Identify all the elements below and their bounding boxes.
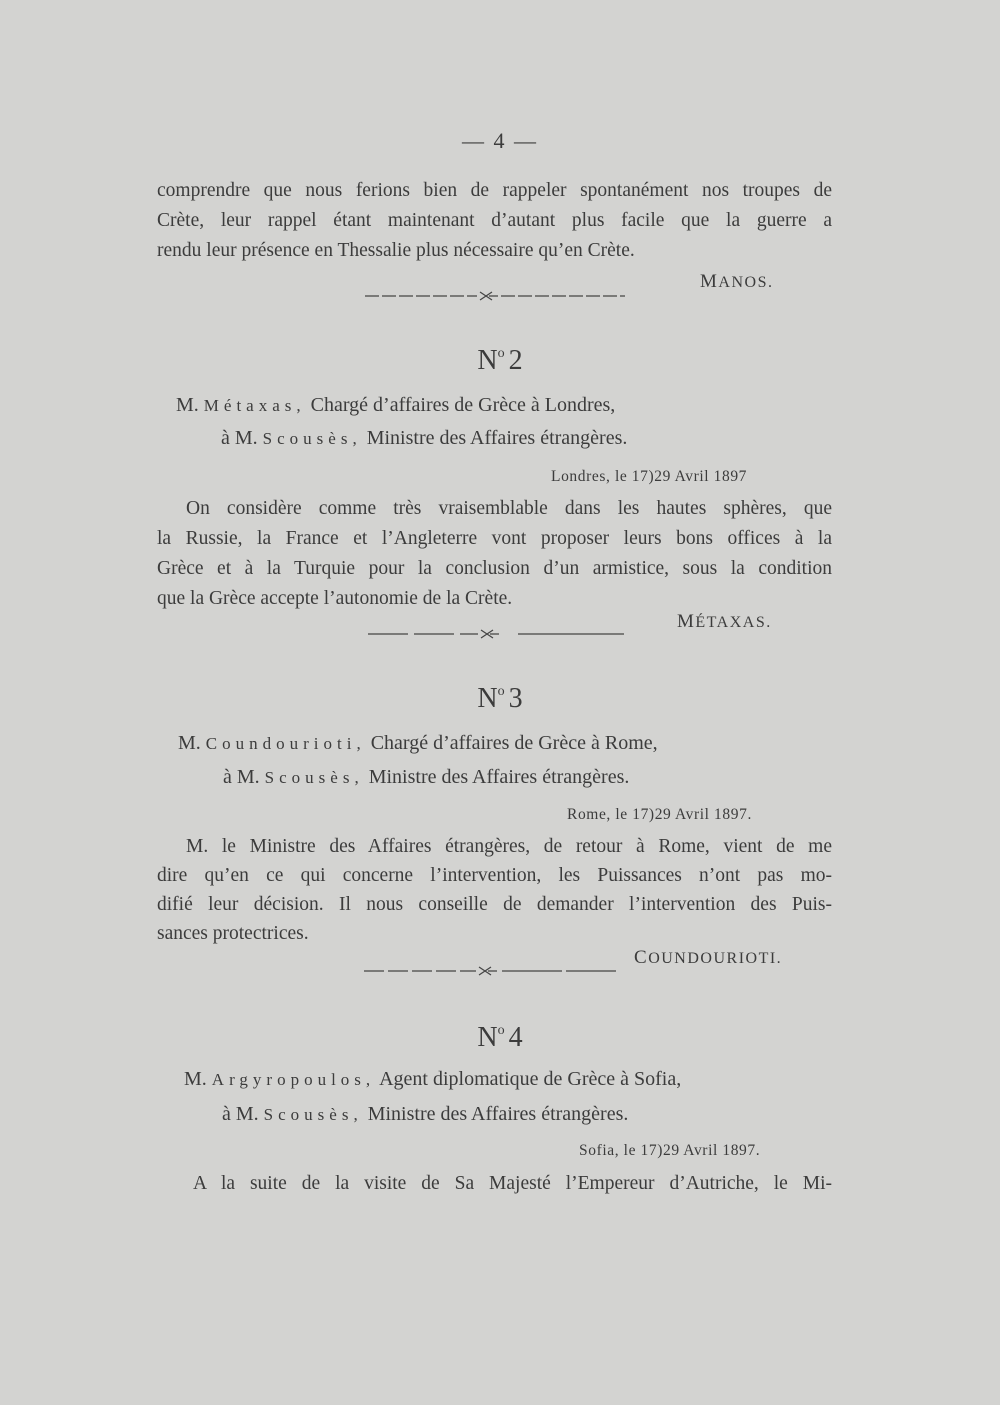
section-divider [364,964,624,978]
intro-line-2: Crète, leur rappel étant maintenant d’autant plus facile que la guerre a [157,210,832,231]
doc2-recipient: à M. Scousès, Ministre des Affaires étrangères. [221,427,628,449]
document-number-4: $N^o$ 4 [477,1022,523,1053]
doc3-recipient: à M. Scousès, Ministre des Affaires étrangères. [223,766,630,788]
doc2-sender: M. Métaxas, Chargé d’affaires de Grèce à Londres, [176,394,616,416]
page-number: — 4 — [462,128,538,153]
doc2-line-4: que la Grèce accepte l’autonomie de la Crète. [157,588,513,609]
doc2-line-3: Grèce et à la Turquie pour la conclusion d’un armistice, sous la condition [157,558,832,579]
doc3-line-2: dire qu’en ce qui concerne l’intervention, les Puissances n’ont pas mo- [157,865,832,886]
doc4-line-1: A la suite de la visite de Sa Majesté l’Empereur d’Autriche, le Mi- [193,1173,832,1194]
doc3-line-1: M. le Ministre des Affaires étrangères, de retour à Rome, vient de me [186,836,832,857]
document-number-2: $N^o$ 2 [477,345,523,376]
signature-metaxas: MÉTAXAS. [677,611,772,632]
signature-coundourioti: COUNDOURIOTI. [634,947,783,968]
doc4-recipient: à M. Scousès, Ministre des Affaires étrangères. [222,1103,629,1125]
doc2-date: Londres, le 17)29 Avril 1897 [551,468,748,485]
doc2-line-1: On considère comme très vraisemblable dans les hautes sphères, que [186,498,832,519]
doc2-line-2: la Russie, la France et l’Angleterre vont proposer leurs bons offices à la [157,528,832,549]
document-number-3: $N^o$ 3 [477,683,523,714]
intro-line-3: rendu leur présence en Thessalie plus nécessaire qu’en Crète. [157,240,635,261]
doc3-sender: M. Coundourioti, Chargé d’affaires de Grèce à Rome, [178,732,658,754]
signature-manos: MANOS. [700,271,774,292]
doc4-sender: M. Argyropoulos, Agent diplomatique de Grèce à Sofia, [184,1068,682,1090]
doc3-line-3: difié leur décision. Il nous conseille de demander l’intervention des Puis- [157,894,832,915]
section-divider [365,289,625,303]
doc3-line-4: sances protectrices. [157,923,309,944]
doc3-date: Rome, le 17)29 Avril 1897. [567,806,752,823]
intro-line-1: comprendre que nous ferions bien de rappeler spontanément nos troupes de [157,180,832,201]
section-divider [368,627,628,641]
doc4-date: Sofia, le 17)29 Avril 1897. [579,1142,761,1159]
